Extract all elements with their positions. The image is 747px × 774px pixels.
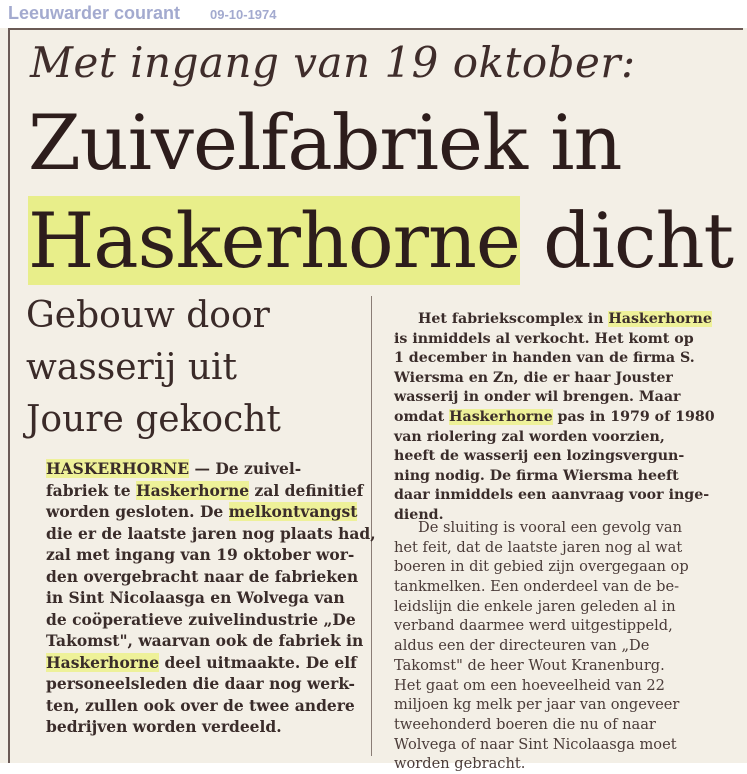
right-column-bottom bbox=[394, 518, 744, 774]
subhead-line: Gebouw door bbox=[26, 295, 270, 336]
publication-date: 09-10-1974 bbox=[210, 7, 277, 22]
highlighted-term: melkontvangst bbox=[228, 502, 358, 521]
body-line bbox=[46, 695, 368, 717]
highlighted-term: HASKERHORNE bbox=[46, 459, 190, 478]
body-line bbox=[46, 523, 376, 545]
body-line bbox=[394, 408, 744, 428]
text-run: wasserij in onder wil brengen. Maar bbox=[394, 389, 681, 406]
text-run: personeelsleden die daar nog werk- bbox=[46, 674, 355, 693]
subhead-line: Joure gekocht bbox=[26, 399, 281, 440]
text-run: daar inmiddels een aanvraag voor inge- bbox=[394, 487, 710, 504]
body-line: aldus een der directeuren van „De bbox=[394, 637, 650, 655]
body-line bbox=[394, 310, 744, 330]
body-line: het feit, dat de laatste jaren nog al wat bbox=[394, 538, 683, 556]
body-line bbox=[46, 673, 368, 695]
clipping-header bbox=[0, 0, 747, 28]
text-run: deel uitmaakte. De elf bbox=[159, 652, 357, 672]
body-line: De sluiting is vooral een gevolg van bbox=[418, 519, 683, 536]
highlighted-term: Haskerhorne bbox=[608, 311, 712, 327]
text-run: bedrijven worden verdeeld. bbox=[46, 717, 282, 736]
body-line: Wolvega of naar Sint Nicolaasga moet bbox=[394, 735, 677, 753]
text-run: van riolering zal worden voorzien, bbox=[394, 428, 665, 445]
body-line bbox=[46, 480, 368, 502]
highlighted-term: Haskerhorne bbox=[449, 408, 553, 425]
body-line: tweehonderd boeren die nu of naar bbox=[394, 715, 656, 733]
body-line bbox=[46, 501, 368, 523]
text-run: in Sint Nicolaasga en Wolvega van bbox=[46, 588, 345, 607]
body-line bbox=[394, 349, 744, 369]
text-run: zal met ingang van 19 oktober wor- bbox=[46, 545, 355, 564]
body-line bbox=[46, 587, 368, 609]
body-line bbox=[46, 566, 368, 588]
newspaper-name: Leeuwarder courant bbox=[8, 3, 181, 23]
body-line bbox=[394, 486, 744, 506]
text-run: ning nodig. De firma Wiersma heeft bbox=[394, 467, 679, 484]
subhead-line: wasserij uit bbox=[26, 347, 238, 388]
text-run: Het fabriekscomplex in bbox=[418, 311, 609, 327]
body-line bbox=[394, 428, 744, 448]
body-line bbox=[46, 544, 368, 566]
body-line bbox=[394, 388, 744, 408]
body-line: boeren in dit gebied zijn overgegaan op bbox=[394, 558, 689, 576]
body-line: tankmelken. Een onderdeel van de be- bbox=[394, 578, 680, 596]
subheadline bbox=[26, 290, 356, 446]
text-run: de coöperatieve zuivelindustrie „De bbox=[46, 609, 356, 629]
body-line bbox=[394, 369, 744, 389]
text-run: worden gesloten. De bbox=[46, 502, 229, 521]
highlighted-term: Haskerhorne bbox=[136, 480, 250, 500]
text-run: omdat bbox=[394, 408, 450, 425]
text-run: — De zuivel- bbox=[189, 459, 302, 478]
body-line: Takomst" de heer Wout Kranenburg. bbox=[394, 656, 665, 674]
body-line: verband daarmee werd uitgestippeld, bbox=[394, 617, 673, 635]
headline-line-2 bbox=[28, 196, 733, 285]
headline-highlight: Haskerhorne bbox=[28, 196, 520, 285]
headline-rest: dicht bbox=[519, 196, 734, 285]
text-run: fabriek te bbox=[46, 480, 137, 500]
text-run: heeft de wasserij een lozingsvergun- bbox=[394, 448, 685, 465]
body-line bbox=[46, 652, 368, 674]
body-line bbox=[46, 716, 368, 738]
body-line bbox=[46, 458, 368, 480]
text-run: diend. bbox=[394, 506, 444, 523]
text-run: is inmiddels al verkocht. Het komt op bbox=[394, 330, 694, 347]
body-line bbox=[394, 467, 744, 487]
article-kicker: Met ingang van 19 oktober: bbox=[30, 38, 636, 87]
body-line: miljoen kg melk per jaar van ongeveer bbox=[394, 696, 680, 714]
newspaper-clipping bbox=[0, 28, 747, 773]
text-run: 1 december in handen van de firma S. bbox=[394, 350, 695, 367]
text-run: zal definitief bbox=[249, 480, 364, 500]
body-line bbox=[46, 630, 368, 652]
body-line: Het gaat om een hoeveelheid van 22 bbox=[394, 676, 665, 694]
body-line bbox=[46, 609, 368, 631]
text-run: die er de laatste jaren nog plaats had, bbox=[46, 523, 376, 543]
highlighted-term: Haskerhorne bbox=[46, 652, 160, 672]
body-line bbox=[394, 330, 744, 350]
text-run: Wiersma en Zn, die er haar Jouster bbox=[394, 369, 673, 386]
body-line: worden gebracht. bbox=[394, 755, 526, 773]
text-run: pas in 1979 of 1980 bbox=[552, 408, 715, 425]
body-line bbox=[394, 447, 744, 467]
body-line: leidslijn die enkele jaren geleden al in bbox=[394, 597, 676, 615]
right-column-top bbox=[394, 310, 744, 526]
headline-line-1: Zuivelfabriek in bbox=[28, 98, 622, 187]
text-run: den overgebracht naar de fabrieken bbox=[46, 566, 359, 586]
text-run: ten, zullen ook over de twee andere bbox=[46, 695, 355, 715]
left-column bbox=[46, 458, 376, 738]
text-run: Takomst", waarvan ook de fabriek in bbox=[46, 631, 364, 650]
